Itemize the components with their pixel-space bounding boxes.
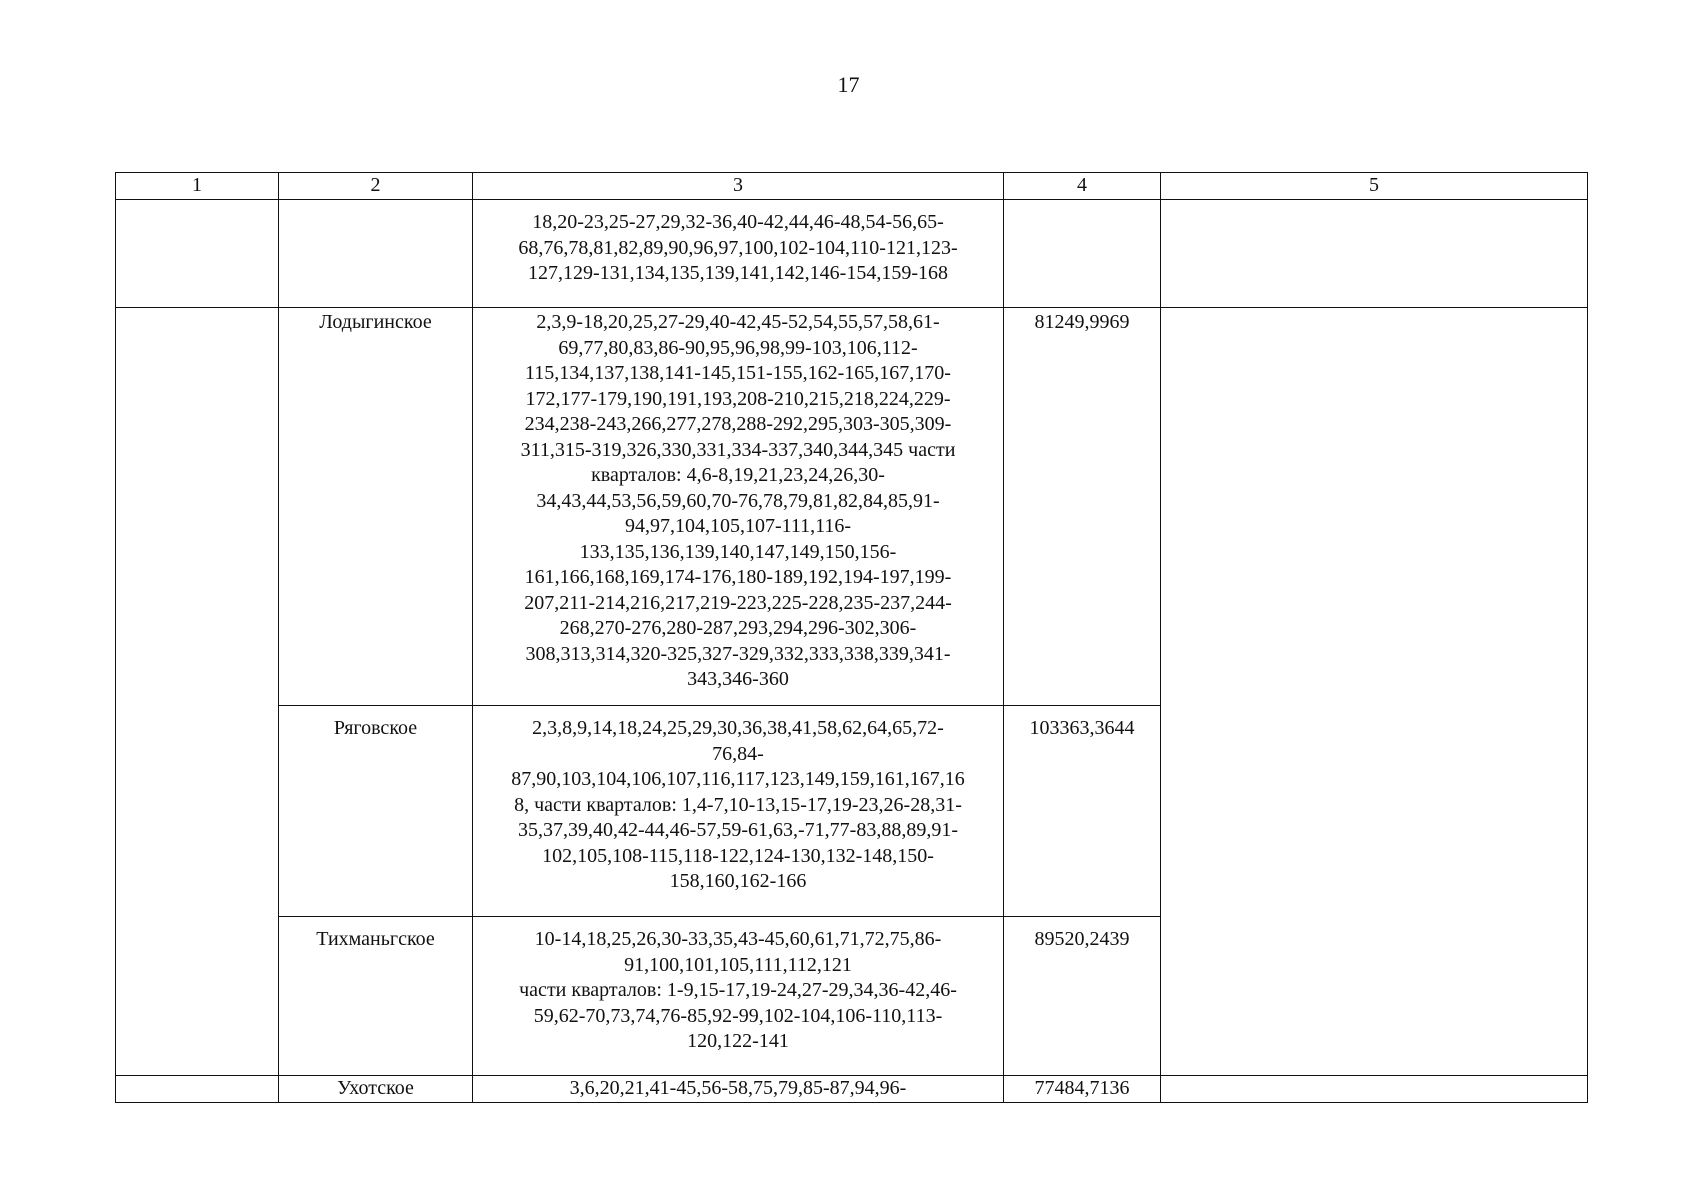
- cell-forestry-name: Тихманьгское: [279, 917, 473, 1076]
- cell-area: [1004, 200, 1161, 308]
- cell-quarters: 3,6,20,21,41-45,56-58,75,79,85-87,94,96-: [473, 1076, 1004, 1103]
- table-row: [116, 308, 1588, 706]
- page-number: 17: [837, 72, 860, 97]
- cell-col5: [1161, 200, 1588, 308]
- cell-col5: [1161, 1076, 1588, 1103]
- cell-area: 77484,7136: [1004, 1076, 1161, 1103]
- table-row: [116, 1076, 1588, 1103]
- cell-forestry-name: Ряговское: [279, 706, 473, 917]
- cell-col1: [116, 1076, 279, 1103]
- header-col-1: 1: [116, 173, 279, 200]
- cell-area: 103363,3644: [1004, 706, 1161, 917]
- cell-quarters: 2,3,8,9,14,18,24,25,29,30,36,38,41,58,62,64,65,72- 76,84- 87,90,103,104,106,107,116,117,123,149,159,161,167,16 8, части кварталов: 1,4-7,10-13,15-17,19-23,26-28,31- 35,37,39,40,42-44,46-57,59-61,63,-71,77-83,88,89,91- 102,105,108-115,118-122,124-130,132-148,150- 158,160,162-166: [473, 706, 1004, 917]
- cell-quarters: 18,20-23,25-27,29,32-36,40-42,44,46-48,54-56,65- 68,76,78,81,82,89,90,96,97,100,102-104,110-121,123- 127,129-131,134,135,139,141,142,146-154,159-168: [473, 200, 1004, 308]
- cell-col2: [279, 200, 473, 308]
- header-col-3: 3: [473, 173, 1004, 200]
- header-col-5: 5: [1161, 173, 1588, 200]
- cell-quarters: 10-14,18,25,26,30-33,35,43-45,60,61,71,72,75,86- 91,100,101,105,111,112,121 части кварталов: 1-9,15-17,19-24,27-29,34,36-42,46- 59,62-70,73,74,76-85,92-99,102-104,106-110,113- 120,122-141: [473, 917, 1004, 1076]
- cell-col1: [116, 200, 279, 308]
- cell-col5: [1161, 308, 1588, 1076]
- cell-col1: [116, 308, 279, 1076]
- cell-forestry-name: Лодыгинское: [279, 308, 473, 706]
- cell-area: 89520,2439: [1004, 917, 1161, 1076]
- header-col-2: 2: [279, 173, 473, 200]
- cell-quarters: 2,3,9-18,20,25,27-29,40-42,45-52,54,55,57,58,61- 69,77,80,83,86-90,95,96,98,99-103,106,112- 115,134,137,138,141-145,151-155,162-165,167,170- 172,177-179,190,191,193,208-210,215,218,224,229- 234,238-243,266,277,278,288-292,295,303-305,309- 311,315-319,326,330,331,334-337,340,344,345 части кварталов: 4,6-8,19,21,23,24,26,30- 34,43,44,53,56,59,60,70-76,78,79,81,82,84,85,91- 94,97,104,105,107-111,116- 133,135,136,139,140,147,149,150,156- 161,166,168,169,174-176,180-189,192,194-197,199- 207,211-214,216,217,219-223,225-228,235-237,244- 268,270-276,280-287,293,294,296-302,306- 308,313,314,320-325,327-329,332,333,338,339,341- 343,346-360: [473, 308, 1004, 706]
- table-header-row: [116, 173, 1588, 200]
- header-col-4: 4: [1004, 173, 1161, 200]
- data-table: [115, 172, 1588, 1103]
- table-row: [116, 200, 1588, 308]
- cell-forestry-name: Ухотское: [279, 1076, 473, 1103]
- cell-area: 81249,9969: [1004, 308, 1161, 706]
